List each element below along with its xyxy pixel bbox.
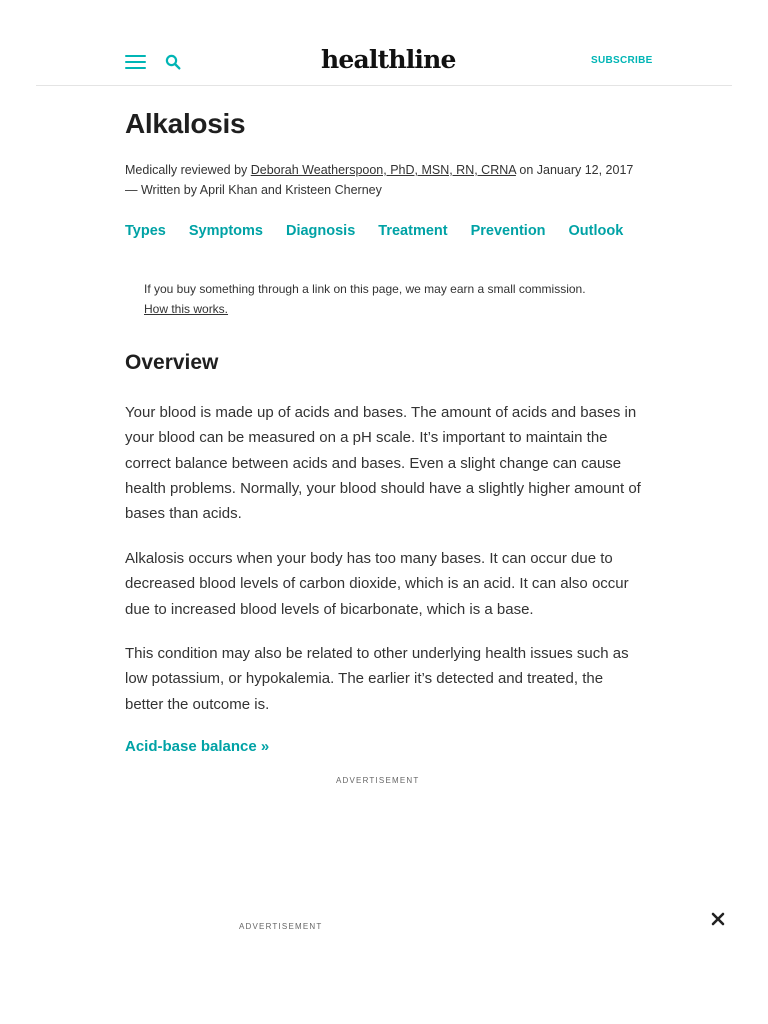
close-icon[interactable] bbox=[710, 911, 726, 927]
table-of-contents bbox=[125, 223, 623, 239]
affiliate-disclosure bbox=[144, 279, 644, 319]
toc-item-symptoms[interactable]: Symptoms bbox=[188, 223, 263, 239]
paragraph: Your blood is made up of acids and bases. The amount of acids and bases in your blood can be measured on a pH scale. It’s important to maintain the correct balance between acids and bases. Even a slight change can cause health problems. Normally, your blood should have a slightly higher amount of bases than acids. bbox=[125, 404, 641, 523]
overview-heading: Overview bbox=[125, 351, 219, 374]
hamburger-menu-icon[interactable] bbox=[125, 54, 146, 70]
reviewed-by-label: Medically reviewed by bbox=[125, 163, 251, 177]
disclosure-text: If you buy something through a link on this page, we may earn a small commission. bbox=[144, 282, 586, 296]
toc-item-diagnosis[interactable]: Diagnosis bbox=[285, 223, 356, 239]
acid-base-balance-link[interactable]: Acid-base balance » bbox=[125, 738, 270, 755]
paragraph: Alkalosis occurs when your body has too many bases. It can occur due to decreased blood levels of carbon dioxide, which is an acid. It can also occur due to increased blood levels of bicarbonate, which is a base. bbox=[125, 550, 629, 618]
review-date: on January 12, 2017 bbox=[515, 163, 634, 177]
toc-item-types[interactable]: Types bbox=[125, 223, 166, 239]
site-header bbox=[36, 0, 732, 86]
page-title: Alkalosis bbox=[125, 108, 246, 139]
paragraph: This condition may also be related to other underlying health issues such as low potassium, or hypokalemia. The earlier it’s detected and treated, the better the outcome is. bbox=[125, 645, 629, 713]
toc-item-treatment[interactable]: Treatment bbox=[378, 223, 448, 239]
reviewer-link[interactable]: Deborah Weatherspoon, PhD, MSN, RN, CRNA bbox=[250, 163, 516, 177]
advertisement-label: ADVERTISEMENT bbox=[336, 776, 420, 785]
article-byline bbox=[125, 160, 645, 200]
site-logo[interactable]: healthline bbox=[321, 45, 456, 74]
subscribe-link[interactable]: SUBSCRIBE bbox=[591, 55, 653, 66]
advertisement-label: ADVERTISEMENT bbox=[239, 922, 323, 931]
search-icon[interactable] bbox=[165, 54, 181, 70]
toc-item-prevention[interactable]: Prevention bbox=[470, 223, 546, 239]
how-this-works-link[interactable]: How this works. bbox=[144, 302, 229, 316]
written-by: — Written by April Khan and Kristeen Cherney bbox=[125, 183, 382, 197]
toc-item-outlook[interactable]: Outlook bbox=[568, 223, 624, 239]
